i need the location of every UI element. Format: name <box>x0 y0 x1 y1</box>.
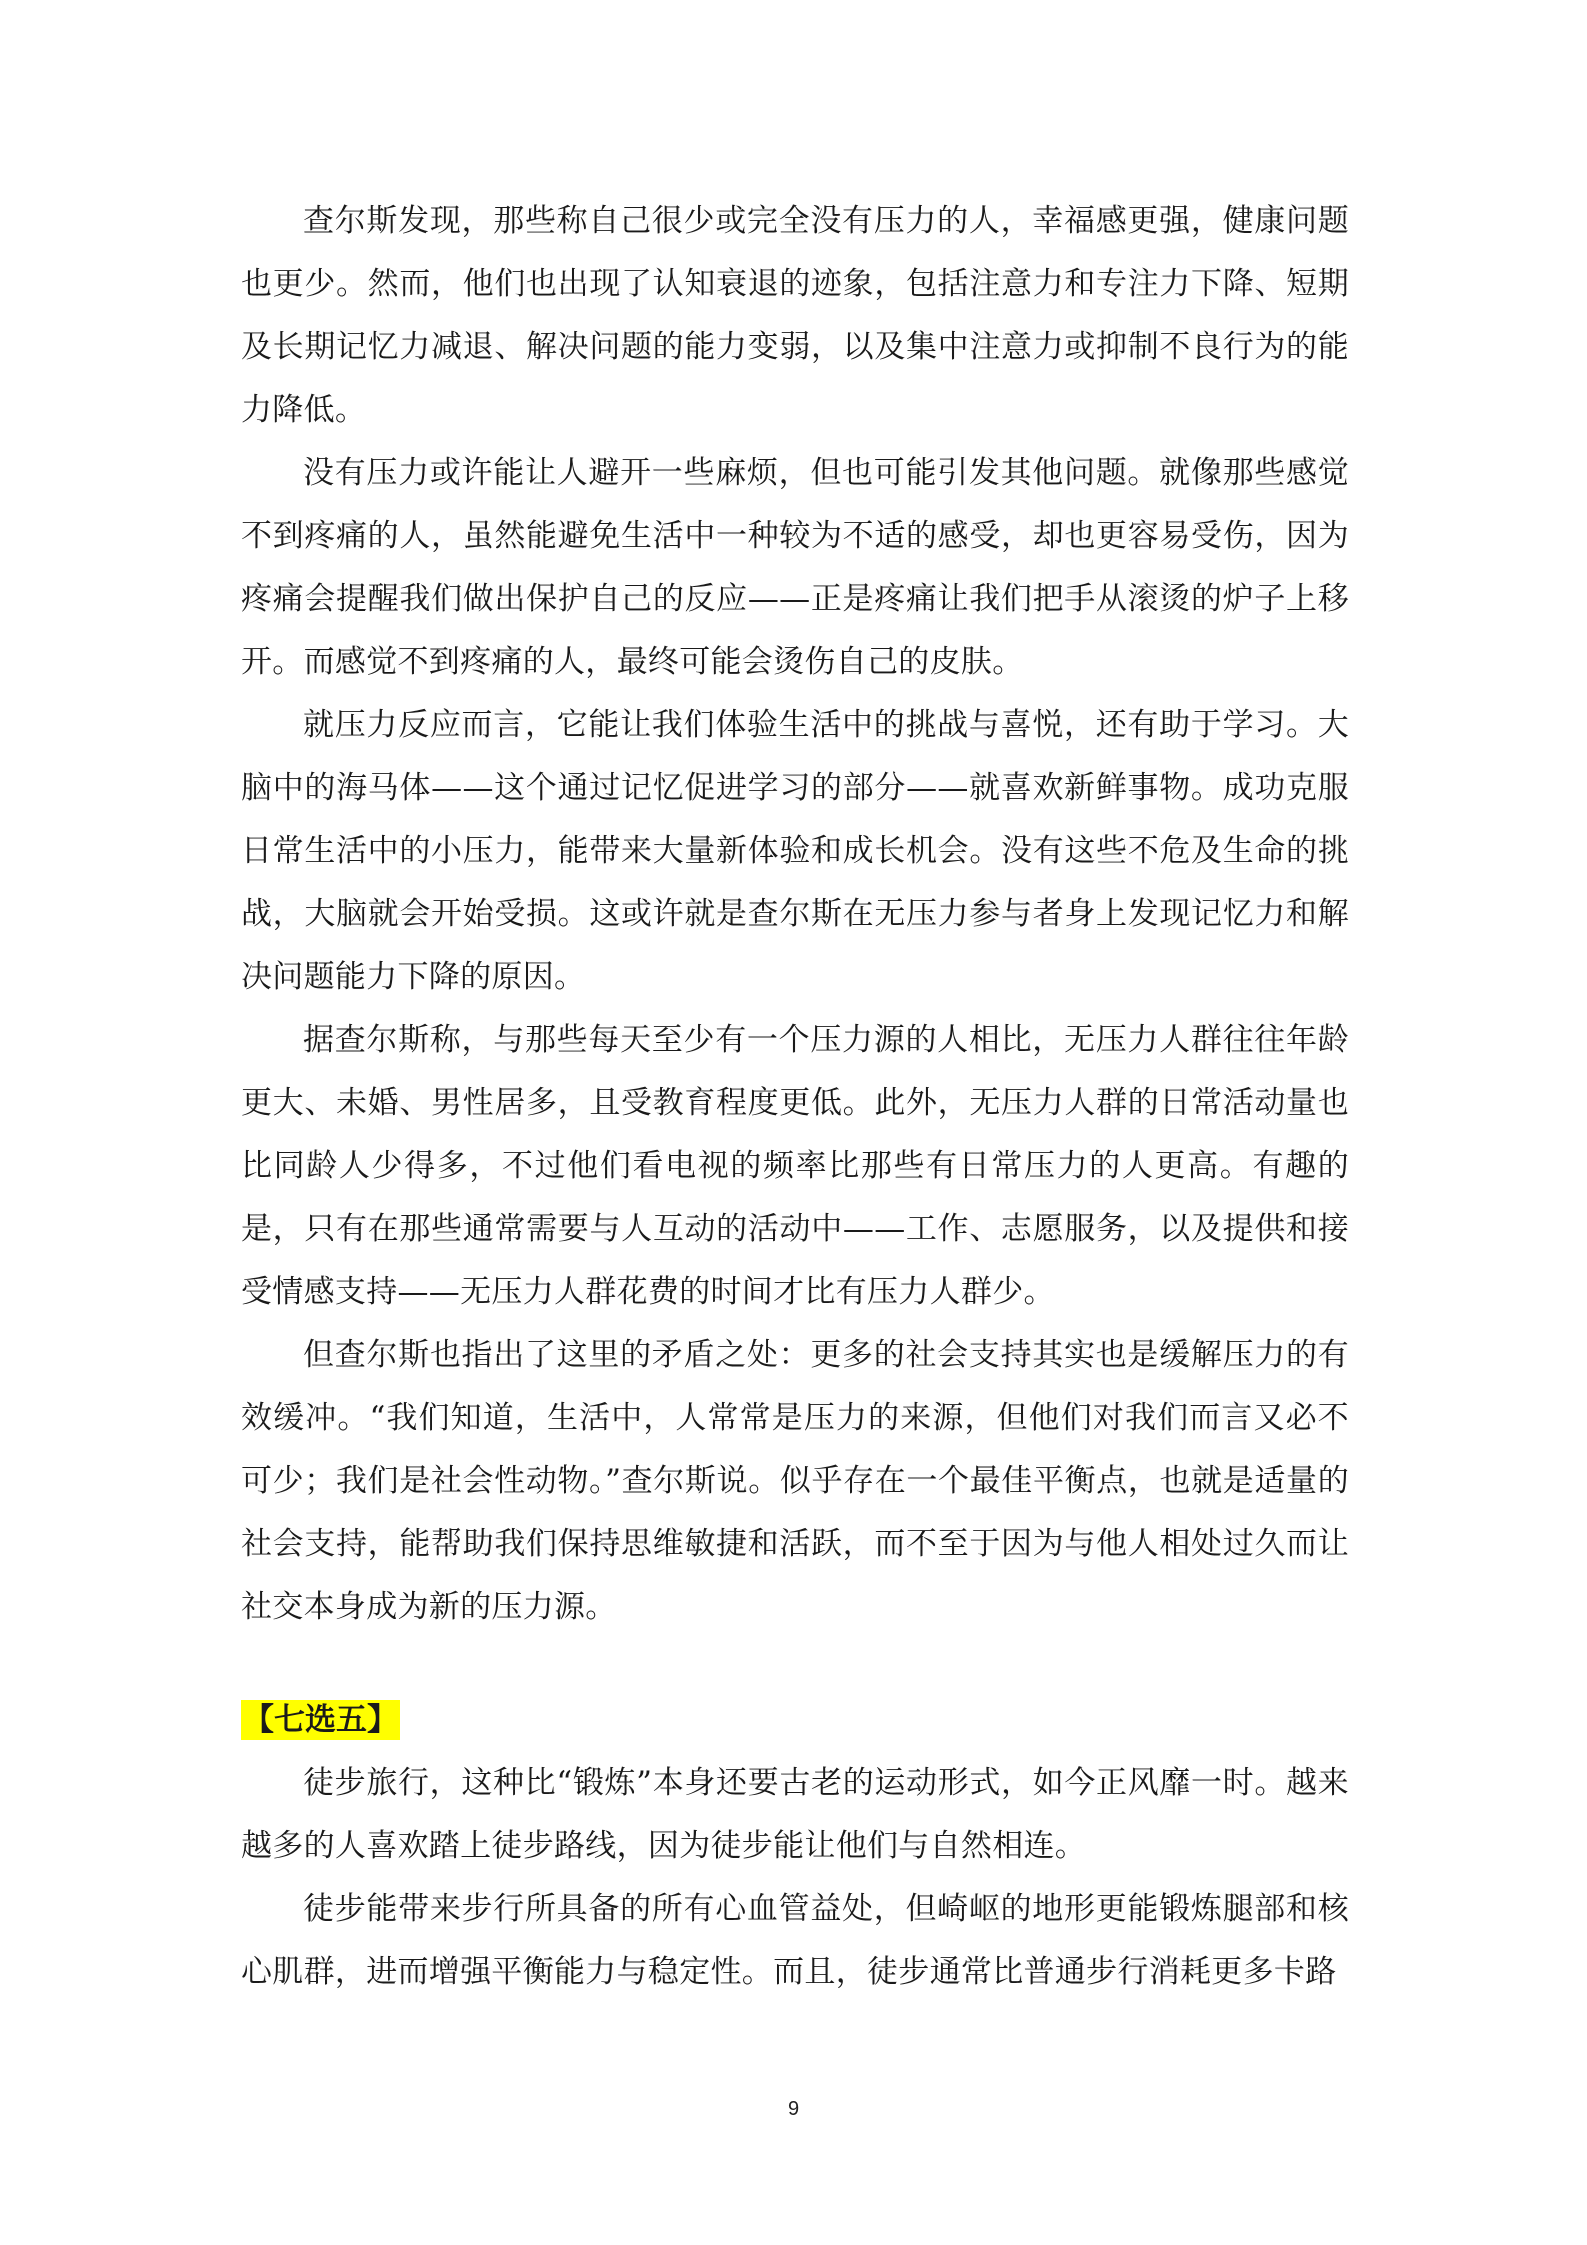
paragraph-3: 就压力反应而言，它能让我们体验生活中的挑战与喜悦，还有助于学习。大脑中的海马体——这个通过记忆促进学习的部分——就喜欢新鲜事物。成功克服日常生活中的小压力，能带来大量新体验和成长机会。没有这些不危及生命的挑战，大脑就会开始受损。这或许就是查尔斯在无压力参与者身上发现记忆力和解决问题能力下降的原因。 <box>241 707 1349 995</box>
paragraph-4: 据查尔斯称，与那些每天至少有一个压力源的人相比，无压力人群往往年龄更大、未婚、男性居多，且受教育程度更低。此外，无压力人群的日常活动量也比同龄人少得多，不过他们看电视的频率比那些有日常压力的人更高。有趣的是，只有在那些通常需要与人互动的活动中——工作、志愿服务，以及提供和接受情感支持——无压力人群花费的时间才比有压力人群少。 <box>241 1022 1349 1310</box>
section-paragraph-2: 徒步能带来步行所具备的所有心血管益处，但崎岖的地形更能锻炼腿部和核心肌群，进而增强平衡能力与稳定性。而且，徒步通常比普通步行消耗更多卡路 <box>241 1891 1349 1990</box>
section-spacer <box>241 1639 1349 1689</box>
paragraph-1: 查尔斯发现，那些称自己很少或完全没有压力的人，幸福感更强，健康问题也更少。然而，他们也出现了认知衰退的迹象，包括注意力和专注力下降、短期及长期记忆力减退、解决问题的能力变弱，以及集中注意力或抑制不良行为的能力降低。 <box>241 203 1349 428</box>
section-heading <box>241 1689 1349 1752</box>
paragraph-5: 但查尔斯也指出了这里的矛盾之处：更多的社会支持其实也是缓解压力的有效缓冲。“我们知道，生活中，人常常是压力的来源，但他们对我们而言又必不可少；我们是社会性动物。”查尔斯说。似乎存在一个最佳平衡点，也就是适量的社会支持，能帮助我们保持思维敏捷和活跃，而不至于因为与他人相处过久而让社交本身成为新的压力源。 <box>241 1337 1349 1625</box>
highlighted-heading-text: 【七选五】 <box>243 1702 398 1738</box>
page-number: 9 <box>787 2098 800 2120</box>
paragraph-2: 没有压力或许能让人避开一些麻烦，但也可能引发其他问题。就像那些感觉不到疼痛的人，虽然能避免生活中一种较为不适的感受，却也更容易受伤，因为疼痛会提醒我们做出保护自己的反应——正是疼痛让我们把手从滚烫的炉子上移开。而感觉不到疼痛的人，最终可能会烫伤自己的皮肤。 <box>241 455 1349 680</box>
page-content <box>241 190 1349 2004</box>
section-paragraph-1: 徒步旅行，这种比“锻炼”本身还要古老的运动形式，如今正风靡一时。越来越多的人喜欢踏上徒步路线，因为徒步能让他们与自然相连。 <box>241 1765 1349 1864</box>
